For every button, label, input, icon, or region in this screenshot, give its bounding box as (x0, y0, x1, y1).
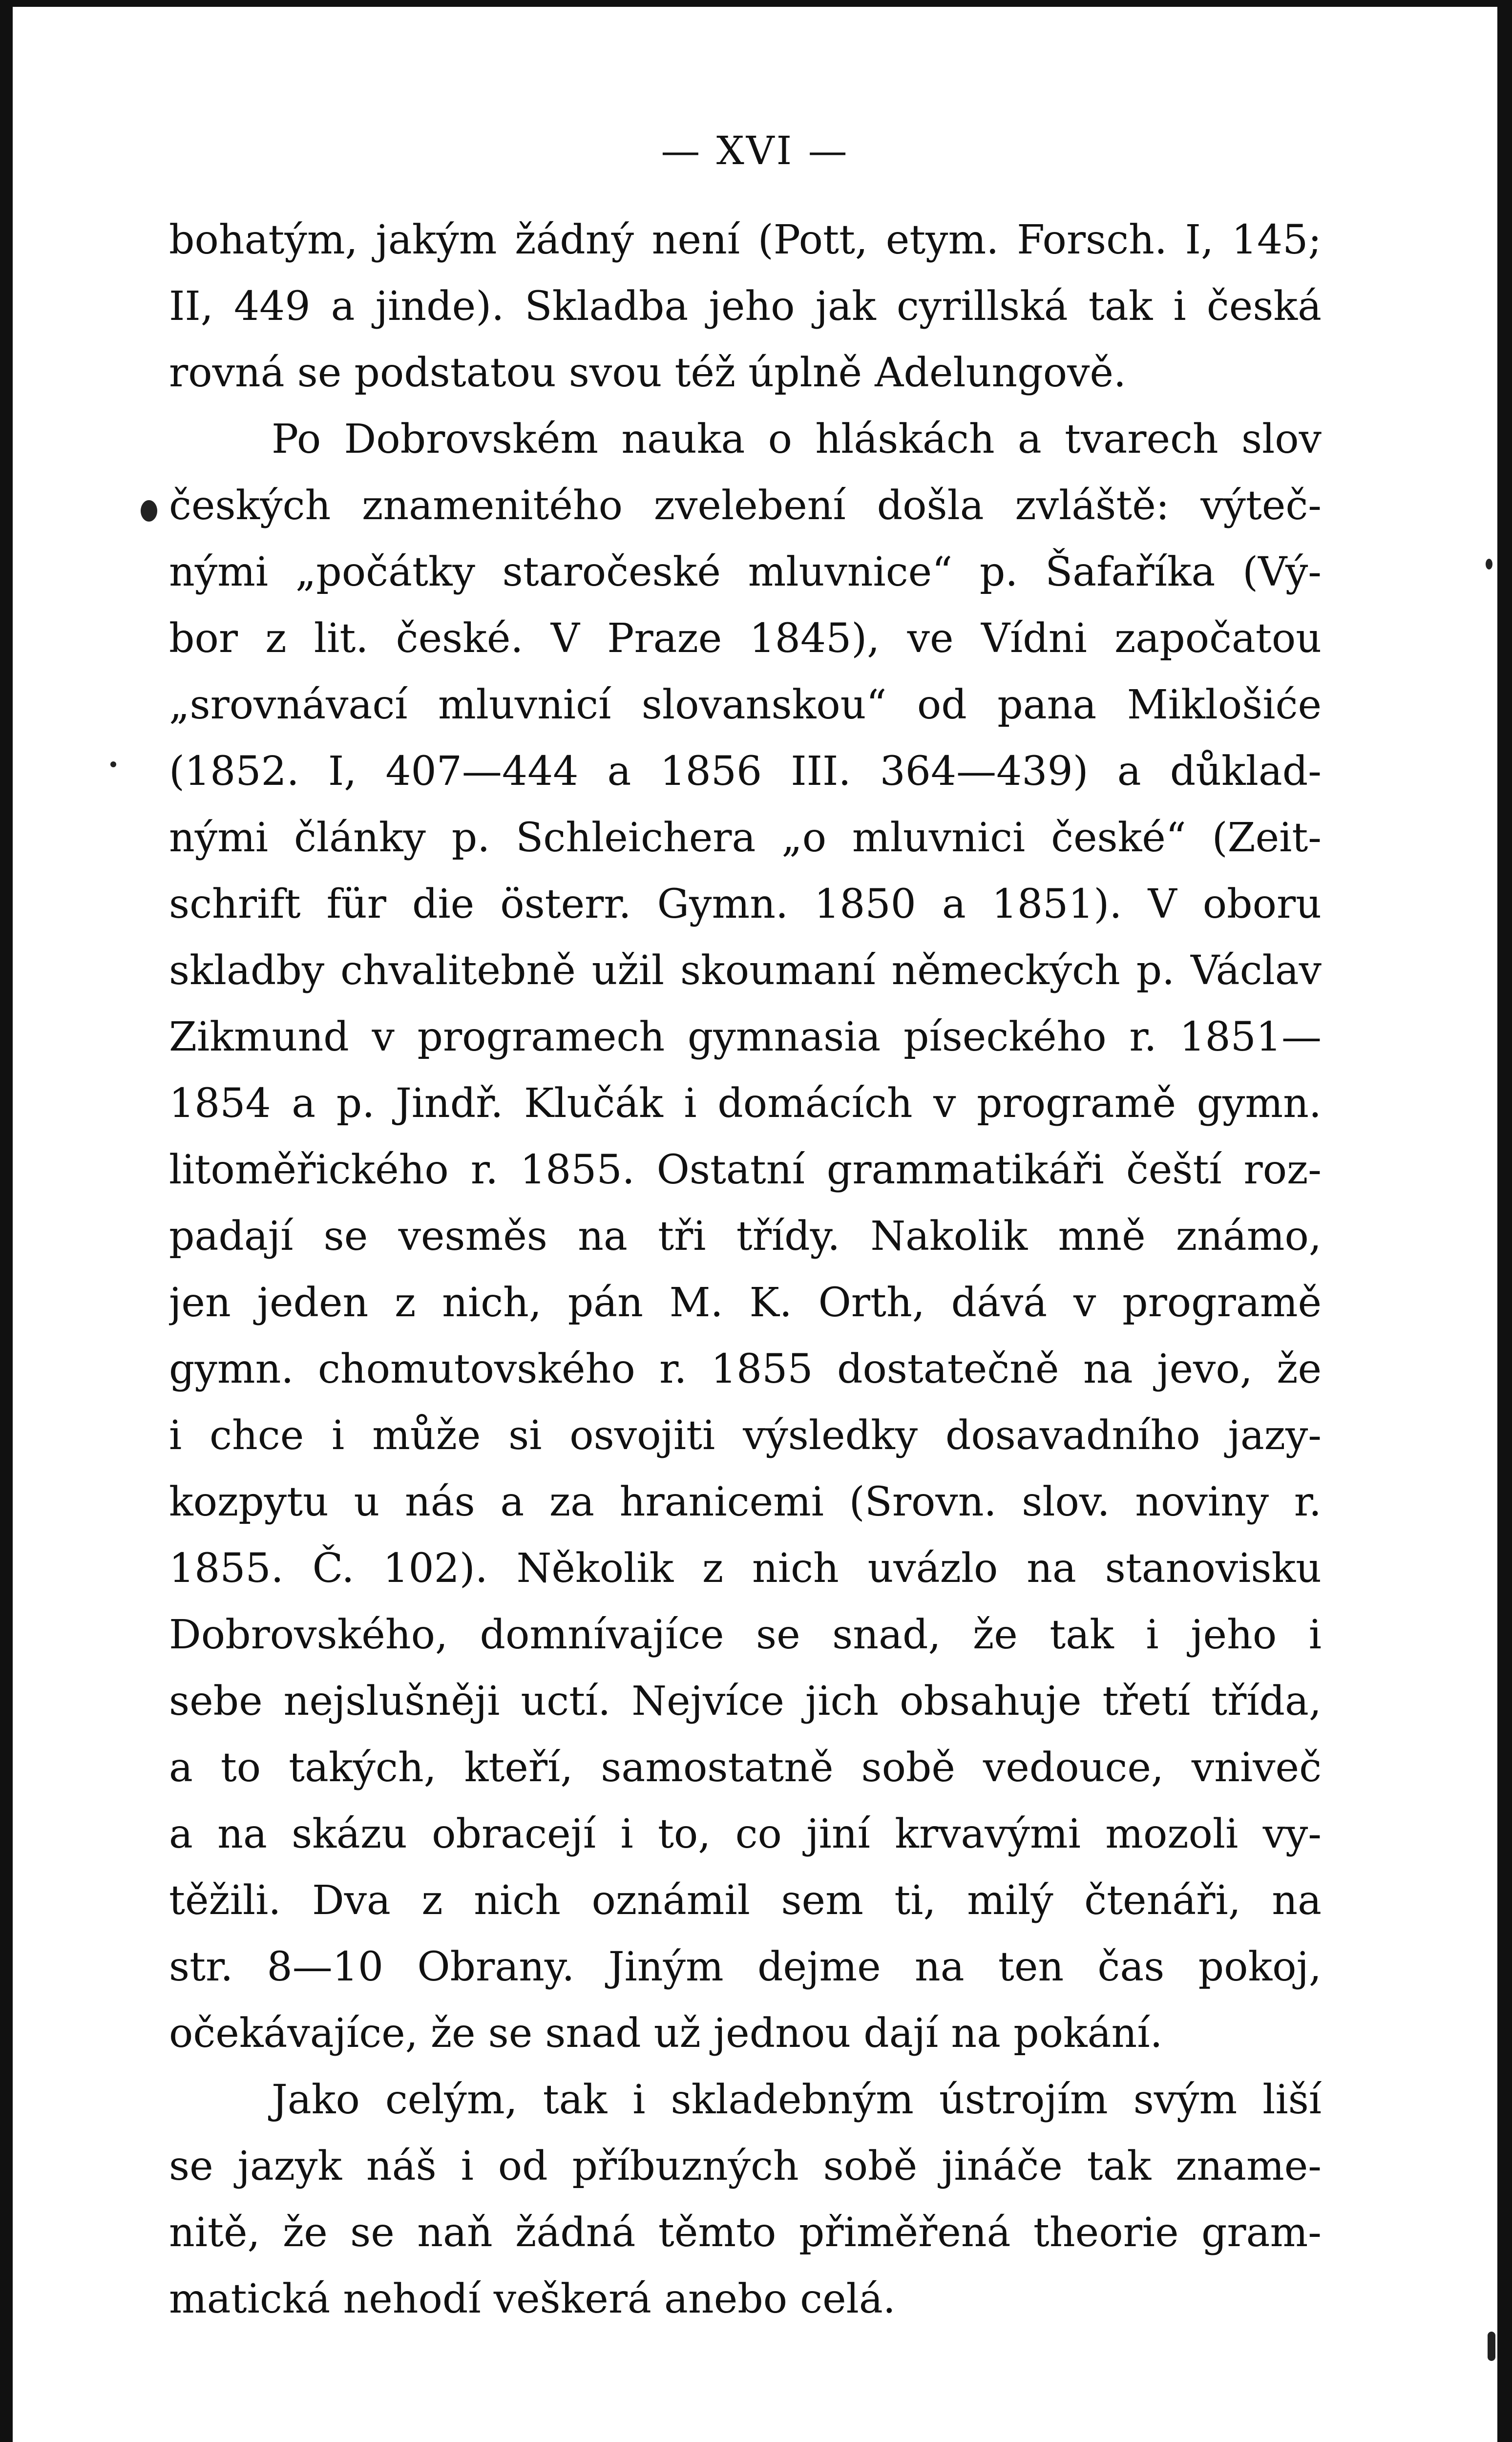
text-line: Dobrovského, domnívajíce se snad, že tak i jeho i (169, 1612, 1322, 1658)
text-line: i chce i může si osvojiti výsledky dosavadního jazy- (169, 1412, 1322, 1459)
page-number: — XVI — (661, 128, 849, 173)
text-line: českých znamenitého zvelebení došla zvláště: výteč- (169, 483, 1322, 529)
scan-speck (141, 500, 157, 522)
text-line: nitě, že se naň žádná těmto přiměřená theorie gram- (169, 2210, 1322, 2256)
text-line: jen jeden z nich, pán M. K. Orth, dává v programě (169, 1280, 1322, 1326)
text-line: 1854 a p. Jindř. Klučák i domácích v programě gymn. (169, 1080, 1322, 1127)
text-line: bor z lit. české. V Praze 1845), ve Vídni započatou (169, 615, 1322, 662)
text-line: litoměřického r. 1855. Ostatní grammatikáři čeští roz- (169, 1147, 1322, 1193)
text-line: sebe nejslušněji uctí. Nejvíce jich obsahuje třetí třída, (169, 1678, 1322, 1725)
text-line: očekávajíce, že se snad už jednou dají na pokání. (169, 2010, 1163, 2057)
text-line: nými „počátky staročeské mluvnice“ p. Šafaříka (Vý- (169, 549, 1322, 595)
text-line: Zikmund v programech gymnasia píseckého r. 1851— (169, 1014, 1322, 1060)
scan-speck (110, 761, 116, 767)
text-line: bohatým, jakým žádný není (Pott, etym. Forsch. I, 145; (169, 217, 1322, 263)
text-line: těžili. Dva z nich oznámil sem ti, milý čtenáři, na (169, 1877, 1322, 1924)
text-line: rovná se podstatou svou též úplně Adelungově. (169, 350, 1126, 396)
text-line: nými články p. Schleichera „o mluvnici české“ (Zeit- (169, 815, 1322, 861)
text-line: (1852. I, 407—444 a 1856 III. 364—439) a důklad- (169, 748, 1322, 795)
text-line: matická nehodí veškerá anebo celá. (169, 2276, 896, 2322)
text-line: kozpytu u nás a za hranicemi (Srovn. slov. noviny r. (169, 1479, 1322, 1525)
text-line: gymn. chomutovského r. 1855 dostatečně na jevo, že (169, 1346, 1322, 1392)
body-text (169, 207, 1322, 2333)
text-line: Po Dobrovském nauka o hláskách a tvarech slov (272, 416, 1322, 463)
text-line: „srovnávací mluvnicí slovanskou“ od pana Miklošiće (169, 682, 1322, 728)
text-line: a na skázu obracejí i to, co jiní krvavými mozoli vy- (169, 1811, 1322, 1857)
text-line: skladby chvalitebně užil skoumaní německých p. Václav (169, 947, 1322, 994)
text-line: str. 8—10 Obrany. Jiným dejme na ten čas pokoj, (169, 1944, 1322, 1990)
text-line: padají se vesměs na tři třídy. Nakolik mně známo, (169, 1213, 1322, 1260)
text-line: Jako celým, tak i skladebným ústrojím svým liší (272, 2077, 1322, 2123)
text-line: 1855. Č. 102). Několik z nich uvázlo na stanovisku (169, 1545, 1322, 1592)
scan-speck (1488, 2332, 1495, 2361)
text-line: schrift für die österr. Gymn. 1850 a 1851). V oboru (169, 881, 1322, 927)
text-line: a to takých, kteří, samostatně sobě vedouce, vniveč (169, 1745, 1322, 1791)
scan-speck (1486, 559, 1492, 569)
text-line: se jazyk náš i od příbuzných sobě jináče tak zname- (169, 2143, 1322, 2189)
text-line: II, 449 a jinde). Skladba jeho jak cyrillská tak i česká (169, 283, 1322, 330)
